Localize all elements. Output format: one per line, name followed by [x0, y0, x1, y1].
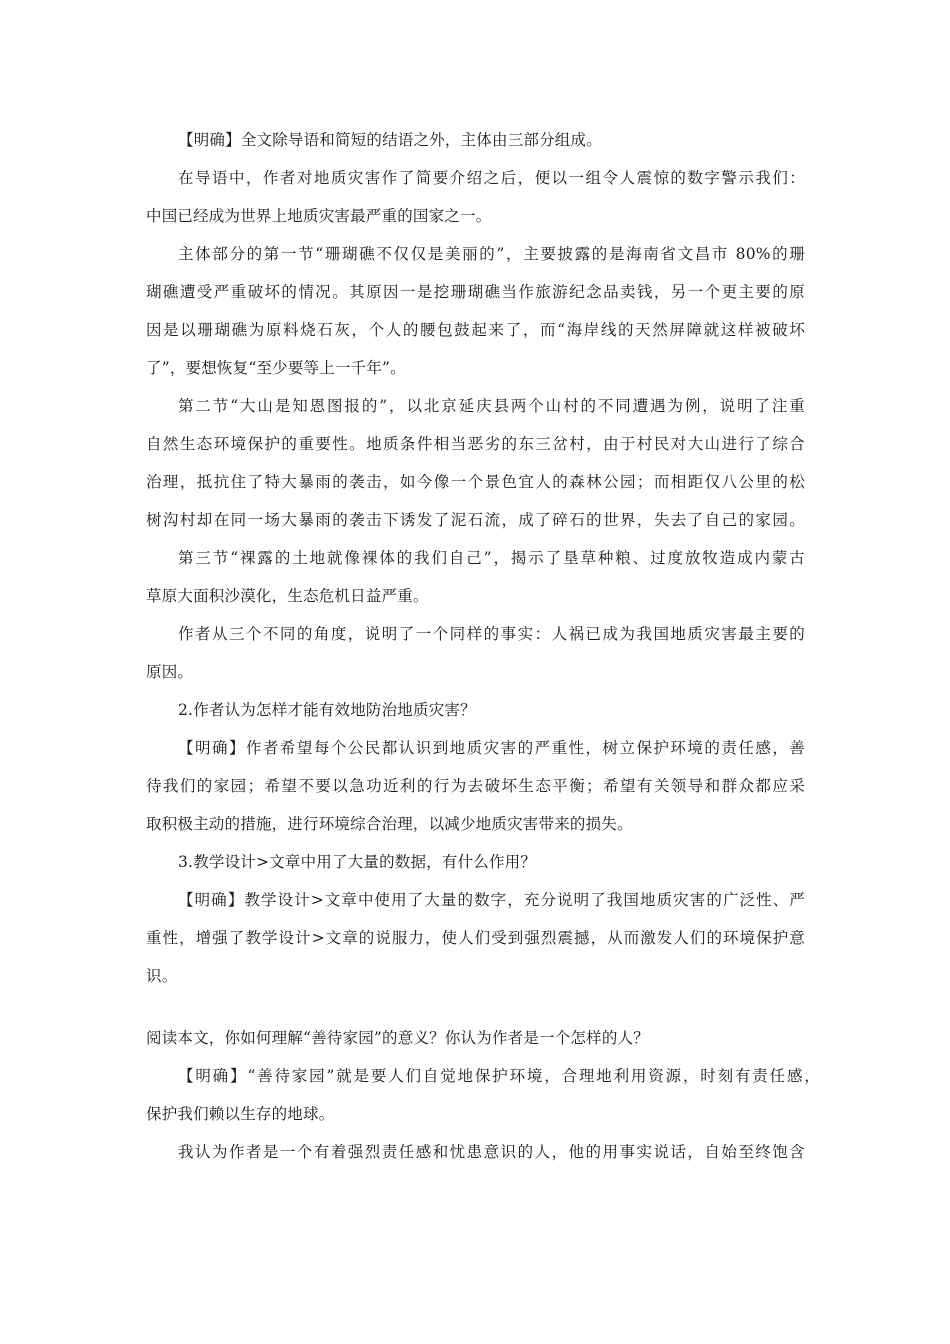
paragraph-line: 第二节“大山是知恩图报的”，以北京延庆县两个山村的不同遭遇为例，说明了注重 [178, 397, 805, 415]
paragraph-line: 我认为作者是一个有着强烈责任感和忧患意识的人，他的用事实说话，自始至终饱含 [178, 1143, 805, 1161]
paragraph-line: 【明确】作者希望每个公民都认识到地质灾害的严重性，树立保护环境的责任感，善 [178, 739, 805, 757]
paragraph-line: 在导语中，作者对地质灾害作了简要介绍之后，便以一组令人震惊的数字警示我们： [178, 169, 805, 187]
paragraph-line: 重性，增强了教学设计>文章的说服力，使人们受到强烈震撼，从而激发人们的环境保护意 [146, 929, 805, 947]
paragraph-line: 瑚礁遭受严重破坏的情况。其原因一是挖珊瑚礁当作旅游纪念品卖钱，另一个更主要的原 [146, 283, 805, 301]
paragraph-line: 中国已经成为世界上地质灾害最严重的国家之一。 [146, 207, 492, 225]
paragraph-line: 【明确】“善待家园”就是要人们自觉地保护环境，合理地利用资源，时刻有责任感， [178, 1067, 820, 1085]
paragraph-line: 【明确】教学设计>文章中使用了大量的数字，充分说明了我国地质灾害的广泛性、严 [178, 891, 805, 909]
paragraph-line: 治理，抵抗住了特大暴雨的袭击，如今像一个景色宜人的森林公园；而相距仅八公里的松 [146, 473, 805, 491]
paragraph-line: 识。 [146, 967, 178, 985]
question-reading: 阅读本文，你如何理解“善待家园”的意义？你认为作者是一个怎样的人？ [146, 1029, 649, 1047]
paragraph-line: 待我们的家园；希望不要以急功近利的行为去破坏生态平衡；希望有关领导和群众都应采 [146, 777, 805, 795]
paragraph-line: 草原大面积沙漠化，生态危机日益严重。 [146, 587, 429, 605]
paragraph-line: 保护我们赖以生存的地球。 [146, 1105, 335, 1123]
paragraph-line: 主体部分的第一节“珊瑚礁不仅仅是美丽的”，主要披露的是海南省文昌市 80%的珊 [178, 245, 805, 263]
paragraph-line: 树沟村却在同一场大暴雨的袭击下诱发了泥石流，成了碎石的世界，失去了自己的家园。 [146, 511, 805, 529]
paragraph-line: 作者从三个不同的角度，说明了一个同样的事实：人祸已成为我国地质灾害最主要的 [178, 625, 805, 643]
question-2: 2.作者认为怎样才能有效地防治地质灾害？ [178, 701, 476, 719]
question-3: 3.教学设计>文章中用了大量的数据，有什么作用？ [178, 853, 537, 871]
paragraph-line: 因是以珊瑚礁为原料烧石灰，个人的腰包鼓起来了，而“海岸线的天然屏障就这样被破坏 [146, 321, 805, 339]
paragraph-line: 自然生态环境保护的重要性。地质条件相当恶劣的东三岔村，由于村民对大山进行了综合 [146, 435, 805, 453]
paragraph-line-answer-structure: 【明确】全文除导语和简短的结语之外，主体由三部分组成。 [178, 131, 602, 149]
paragraph-line: 第三节“裸露的土地就像裸体的我们自己”，揭示了垦草种粮、过度放牧造成内蒙古 [178, 549, 805, 567]
paragraph-line: 取积极主动的措施，进行环境综合治理，以减少地质灾害带来的损失。 [146, 815, 633, 833]
paragraph-line: 了”，要想恢复“至少要等上一千年”。 [146, 359, 406, 377]
paragraph-line: 原因。 [146, 663, 194, 681]
